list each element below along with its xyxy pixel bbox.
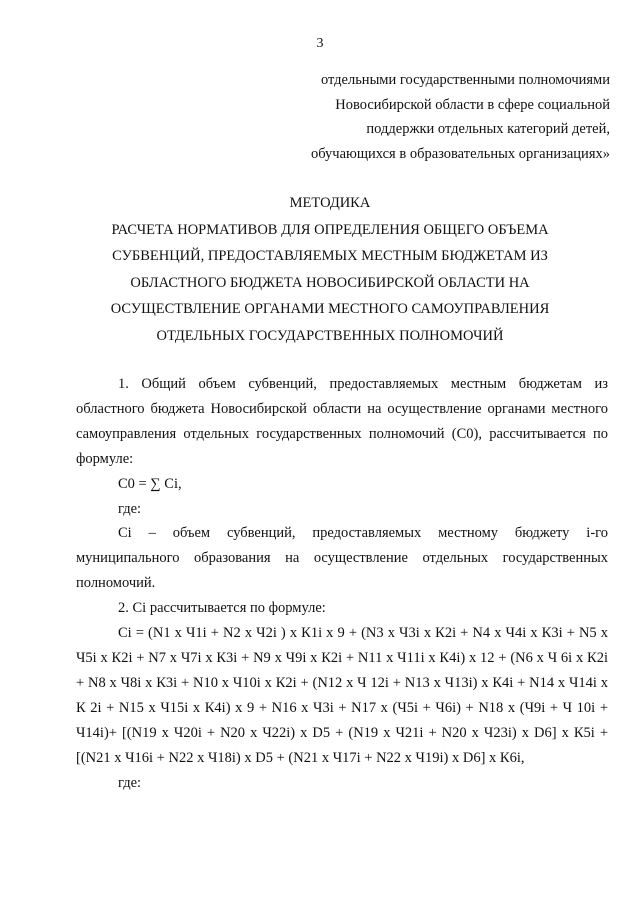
- where-label: где:: [118, 774, 142, 791]
- paragraph-ci-formula-intro: 2. Сi рассчитывается по формуле:: [118, 600, 326, 617]
- title-line: МЕТОДИКА: [289, 195, 371, 211]
- page-number: 3: [316, 36, 324, 51]
- document-title: [60, 190, 600, 349]
- paragraph-ci-definition: Сi – объем субвенций, предоставляемых местному бюджету i-го муниципального образования на осуществление отдельных государственных полномочий.: [76, 525, 608, 592]
- where-label: где:: [118, 500, 142, 517]
- document-body: [76, 372, 608, 795]
- title-line: ОТДЕЛЬНЫХ ГОСУДАРСТВЕННЫХ ПОЛНОМОЧИЙ: [156, 327, 504, 344]
- paragraph-total-subvention: 1. Общий объем субвенций, предоставляемых местным бюджетам из областного бюджета Новосибирской области на осуществление органами местного самоуправления отдельных государственных полномочий (С0), рассчитывается по формуле:: [76, 376, 608, 467]
- formula-c0: С0 = ∑ Сi,: [118, 475, 182, 492]
- reference-line: отдельными государственными полномочиями: [320, 72, 610, 88]
- title-line: СУБВЕНЦИЙ, ПРЕДОСТАВЛЯЕМЫХ МЕСТНЫМ БЮДЖЕТАМ ИЗ: [112, 248, 548, 264]
- reference-line: обучающихся в образовательных организациях»: [310, 145, 610, 162]
- reference-line: поддержки отдельных категорий детей,: [366, 121, 610, 137]
- title-line: ОБЛАСТНОГО БЮДЖЕТА НОВОСИБИРСКОЙ ОБЛАСТИ НА: [130, 274, 530, 291]
- reference-header: [270, 68, 610, 166]
- formula-ci: Сi = (N1 х Ч1i + N2 х Ч2i ) х К1i х 9 + (N3 х Ч3i х К2i + N4 х Ч4i х К3i + N5 х Ч5i х К2i + N7 х Ч7i х К3i + N9 х Ч9i х К2i + N11 х Ч11i х К4i) х 12 + (N6 х Ч 6i х К2i + N8 х Ч8i х К3i + N10 х Ч10i х К2i + (N12 х Ч 12i + N13 х Ч13i) х К4i + N14 х Ч14i х К 2i + N15 х Ч15i х К4i) х 9 + N16 х Ч3i + N17 х (Ч5i + Ч6i) + N18 х (Ч9i + Ч 10i + Ч14i)+ [(N19 х Ч20i + N20 х Ч22i) х D5 + (N19 х Ч21i + N20 х Ч23i) х D6] х К5i + [(N21 х Ч16i + N22 х Ч18i) х D5 + (N21 х Ч17i + N22 х Ч19i) х D6] х К6i,: [76, 625, 608, 766]
- title-line: ОСУЩЕСТВЛЕНИЕ ОРГАНАМИ МЕСТНОГО САМОУПРАВЛЕНИЯ: [110, 301, 550, 317]
- reference-line: Новосибирской области в сфере социальной: [335, 96, 610, 113]
- title-line: РАСЧЕТА НОРМАТИВОВ ДЛЯ ОПРЕДЕЛЕНИЯ ОБЩЕГО ОБЪЕМА: [111, 221, 549, 238]
